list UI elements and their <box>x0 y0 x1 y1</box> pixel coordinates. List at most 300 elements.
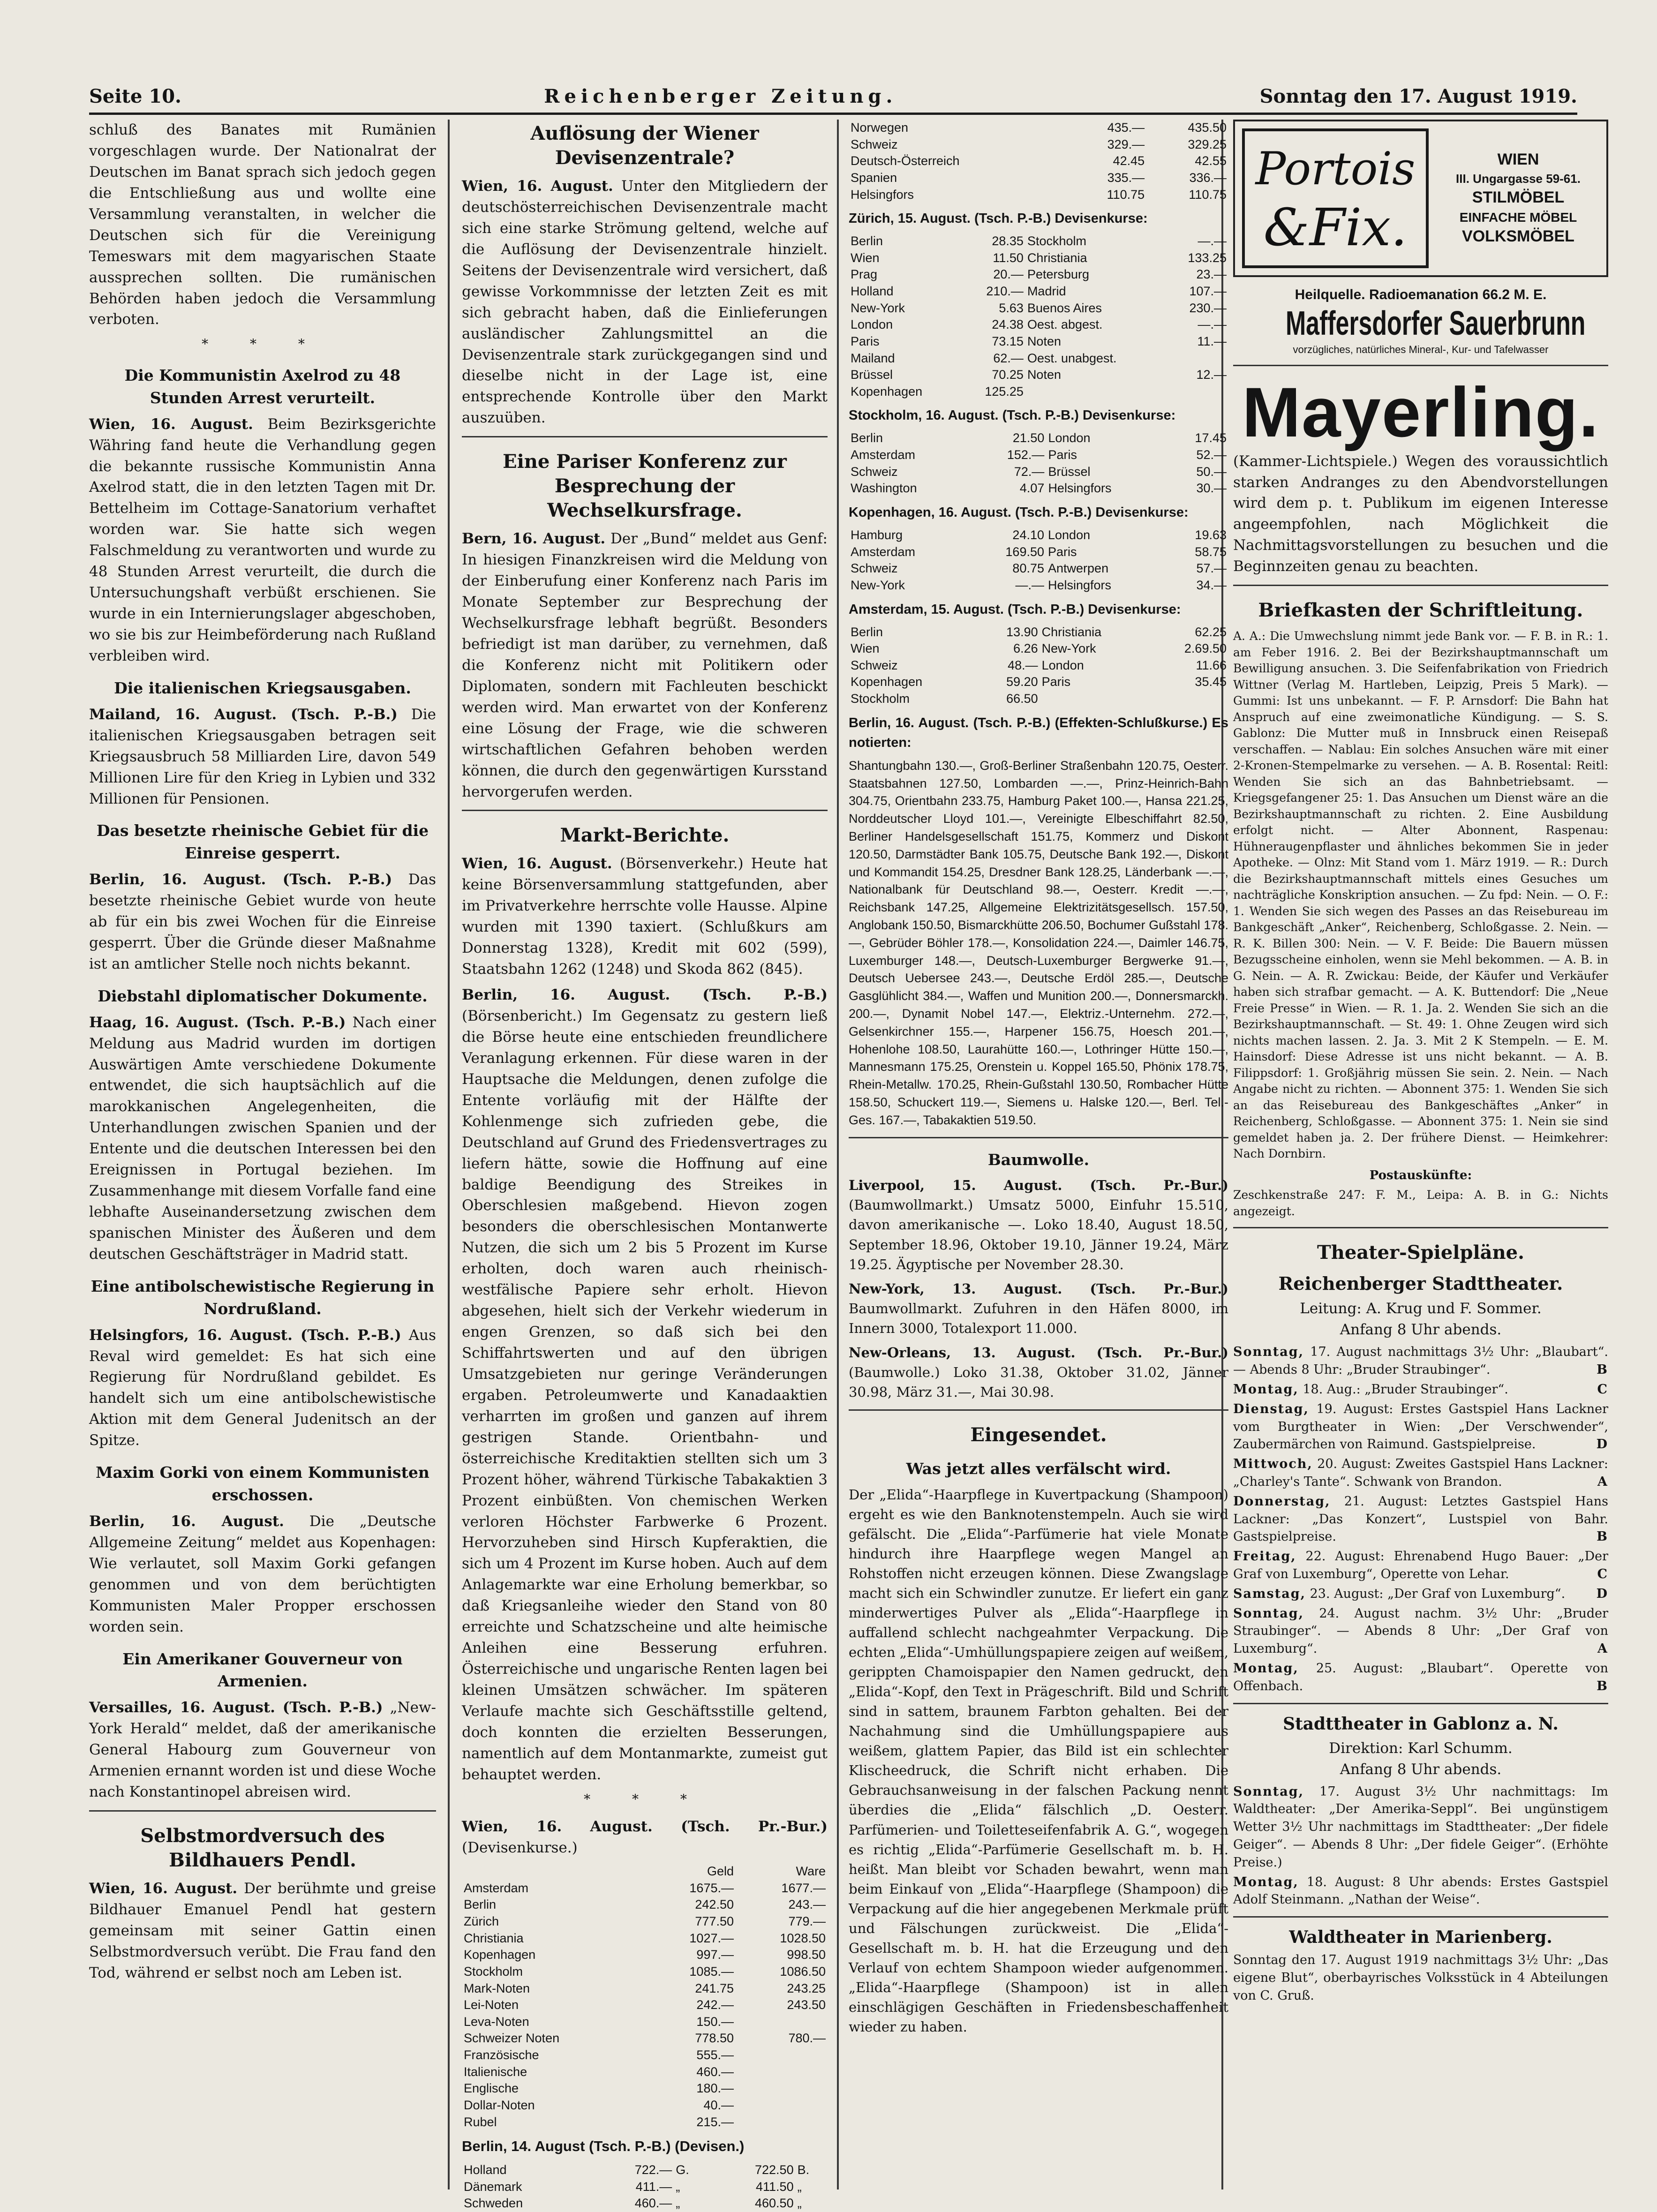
table-cell: Kopenhagen <box>851 675 923 689</box>
table-cell: Stockholm <box>1027 234 1086 248</box>
table-cell: London <box>1041 658 1084 672</box>
table-body <box>849 624 1228 707</box>
table-cell: 58.75 <box>1195 544 1227 559</box>
table-cell: 24.10 <box>1012 528 1044 542</box>
table-cell: London <box>851 317 893 332</box>
stockholm-table <box>849 430 1228 497</box>
schedule-entry <box>1233 1605 1608 1658</box>
ad-city: WIEN <box>1497 150 1539 168</box>
table-cell: New-York <box>851 301 905 315</box>
article-axelrod <box>89 414 436 667</box>
schedule-day: Sonntag, <box>1233 1606 1304 1621</box>
table-cell: Amsterdam <box>851 448 916 462</box>
table-cell: 66.50 <box>1006 692 1038 706</box>
table-body <box>849 233 1228 400</box>
table-cell <box>1149 691 1228 707</box>
table-cell: „ <box>797 2179 802 2194</box>
table-row <box>462 2047 828 2064</box>
ad-line: EINFACHE MÖBEL <box>1459 210 1577 225</box>
headline-italy: Die italienischen Kriegsausgaben. <box>114 678 411 697</box>
table-cell: New-York <box>851 578 905 592</box>
dateline: Haag, 16. August. (Tsch. P.-B.) <box>89 1014 346 1031</box>
masthead <box>89 80 1577 115</box>
table-header-cell <box>462 1863 647 1880</box>
table-cell: G. <box>676 2163 689 2177</box>
schedule-day: Sonntag, <box>1233 1345 1304 1360</box>
table-cell: 28.35 <box>992 234 1024 248</box>
table-cell: 2.69.50 <box>1184 641 1227 656</box>
dateline: Bern, 16. August. <box>462 530 606 548</box>
table-cell: 777.50 <box>695 1914 734 1929</box>
headline-antibolshevik: Eine antibolschewistische Regierung in Nordrußland. <box>90 1277 435 1318</box>
schedule-mark: A <box>1597 1641 1608 1656</box>
table-cell: 13.90 <box>1006 624 1038 639</box>
wien-kurse-intro <box>462 1816 828 1858</box>
table-cell: 411.— <box>635 2179 672 2194</box>
table-cell: Wien <box>851 641 880 656</box>
table-header-cell: Ware <box>796 1864 826 1879</box>
divider <box>1233 1703 1608 1704</box>
schedule-text: 22. August: Ehrenabend Hugo Bauer: „Der Graf von Luxemburg“, Operette von Lehar. <box>1233 1549 1608 1581</box>
gablonz-direktion: Direktion: Karl Schumm. <box>1329 1739 1513 1757</box>
table-cell: Antwerpen <box>1048 561 1109 576</box>
article-banat: schluß des Banates mit Rumänien vorgeschlagen wurde. Der Nationalrat der Deutschen im Banat sprach sich jedoch gegen die Entschließung aus und wollte eine Versammlung veranstalten, in welcher die Deutschen sich für die Vereinigung Temeswars mit dem magyarischen Staate aussprechen sollten. Die rumänischen Behörden haben jedoch die Versammlung verboten. <box>89 121 436 328</box>
table-cell: 230.— <box>1189 301 1227 315</box>
table-row <box>462 2097 828 2114</box>
table-row <box>462 2064 828 2081</box>
table-cell: Brüssel <box>851 368 893 382</box>
table-cell: 150.— <box>696 2014 734 2029</box>
dateline: Berlin, 16. August. (Tsch. P.-B.) <box>89 871 392 888</box>
gablonz-anfang: Anfang 8 Uhr abends. <box>1340 1761 1502 1778</box>
table-cell: 48.— <box>1008 658 1038 672</box>
table-cell: Rubel <box>464 2114 497 2129</box>
table-row <box>849 544 1228 561</box>
table-cell: Berlin <box>851 234 883 248</box>
table-cell: 62.— <box>993 351 1024 365</box>
divider <box>462 436 828 437</box>
schedule-text: 21. August: Letztes Gastspiel Hans Lackner: „Das Konzert“, Lustspiel von Bahr. Gastspielpreise. <box>1233 1494 1608 1544</box>
headline-paris: Eine Pariser Konferenz zur Besprechung der Wechselkursfrage. <box>503 451 787 522</box>
headline-elida: Was jetzt alles verfälscht wird. <box>906 1459 1171 1478</box>
table-cell: Paris <box>1048 448 1077 462</box>
table-cell: 336.— <box>1189 170 1227 185</box>
table-row <box>462 1947 828 1964</box>
table-cell: 73.15 <box>992 334 1024 348</box>
table-cell: 11.50 <box>993 250 1024 265</box>
table-cell <box>1165 350 1228 367</box>
divider <box>849 1137 1228 1138</box>
table-cell: 329.25 <box>1188 137 1227 151</box>
table-cell: Brüssel <box>1048 464 1091 479</box>
table-cell: 59.20 <box>1006 675 1038 689</box>
table-cell: Christiania <box>1041 624 1102 639</box>
issue-date: Sonntag den 17. August 1919. <box>1259 85 1577 107</box>
headline-baumwolle: Baumwolle. <box>987 1150 1090 1169</box>
table-row <box>849 120 1228 136</box>
table-cell: Oest. unabgest. <box>1027 351 1117 365</box>
article-body: „New-York Herald“ meldet, daß der amerikanische General Habourg zum Gouverneur von Armenien ernannt worden ist und diese Woche nach Konstantinopel abreisen wird. <box>89 1699 437 1800</box>
table-cell: 241.75 <box>695 1981 734 1995</box>
table-cell: 335.— <box>1107 170 1145 185</box>
schedule-day: Montag, <box>1233 1382 1299 1397</box>
ad-portois-text <box>1437 149 1600 248</box>
divider <box>1233 365 1608 366</box>
article-devisen <box>462 176 828 429</box>
gablonz-schedule <box>1233 1783 1608 1909</box>
divider <box>1233 585 1608 586</box>
kopenhagen-table <box>849 527 1228 594</box>
article-body: Beim Bezirksgerichte Währing fand heute die Verhandlung gegen die bekannte russische Kommunistin Anna Axelrod statt, die in den letzten Tagen mit Dr. Bettelheim im Cottage-Sanatorium verhaftet worden war. Sie hatte sich wegen Falschmeldung zu verantworten und wurde zu 48 Stunden Arrest verurteilt, die durch die Untersuchungshaft verbüßt erschienen. Sie wurde in ein Internierungslager abgeschoben, wo sie bis zur Heimbeförderung nach Rußland verbleiben wird. <box>89 415 437 664</box>
schedule-day: Samstag, <box>1233 1586 1306 1601</box>
table-cell: Kopenhagen <box>464 1948 536 1962</box>
table-row <box>849 657 1228 674</box>
headline-briefkasten: Briefkasten der Schriftleitung. <box>1258 599 1583 622</box>
schedule-mark: A <box>1597 1474 1608 1489</box>
portois-fix-logo <box>1242 128 1429 269</box>
table-header-row <box>462 1863 828 1880</box>
headline-devisen: Auflösung der Wiener Devisenzentrale? <box>530 122 759 169</box>
table-cell: 998.50 <box>787 1948 826 1962</box>
schedule-text: 17. August nachmittags 3½ Uhr: „Blaubart“. — Abends 8 Uhr: „Bruder Straubinger“. <box>1233 1345 1608 1377</box>
schedule-text: 19. August: Erstes Gastspiel Hans Lackner vom Burgtheater in Wien: „Der Verschwender“, Zaubermärchen von Raimund. Gastspielpreise. <box>1233 1401 1608 1452</box>
dateline: New-York, 13. August. (Tsch. Pr.-Bur.) <box>849 1280 1228 1297</box>
table-cell: 23.— <box>1196 267 1227 282</box>
paper-title: Reichenberger Zeitung. <box>544 85 897 107</box>
table-cell: 19.63 <box>1195 528 1227 542</box>
table-cell: Stockholm <box>464 1964 523 1979</box>
table-row <box>849 316 1228 333</box>
article-body: Nach einer Meldung aus Madrid wurden im dortigen Auswärtigen Amte verschiedene Dokumente entwendet, die sich hauptsächlich auf die marokkanischen Angelegenheiten, die Unterhandlungen zwischen Spanien und der Entente und die deutschen Interessen bei den Ereignissen in Portugal beziehen. Im Zusammenhange mit diesem Vorfalle fand eine lebhafte Auseinandersetzung zwischen dem spanischen Minister des Äußeren und dem deutschen Geschäftsträger in Madrid statt. <box>89 1014 436 1263</box>
reichenberg-anfang: Anfang 8 Uhr abends. <box>1340 1321 1502 1339</box>
headline-eingesendet: Eingesendet. <box>970 1423 1107 1446</box>
table-cell: 6.26 <box>1013 641 1038 656</box>
table-body <box>849 527 1228 594</box>
article-pendl <box>89 1878 436 1984</box>
table-row <box>462 2114 828 2131</box>
table-cell: 42.45 <box>1113 154 1145 168</box>
table-cell: Dänemark <box>464 2179 522 2194</box>
schedule-mark: B <box>1597 1362 1608 1377</box>
table-cell: 11.— <box>1197 334 1227 348</box>
table-cell: 1677.— <box>781 1881 826 1895</box>
table-cell: 242.— <box>696 1998 734 2012</box>
table-row <box>462 1880 828 1897</box>
reichenberg-leitung: Leitung: A. Krug und F. Sommer. <box>1300 1300 1542 1317</box>
amsterdam-heading: Amsterdam, 15. August. (Tsch. P.-B.) Devisenkurse: <box>849 602 1181 617</box>
table-cell: 133.25 <box>1188 250 1227 265</box>
table-cell <box>1165 384 1228 400</box>
table-row <box>849 527 1228 544</box>
table-cell: 50.— <box>1196 464 1227 479</box>
table-cell: Wien <box>851 250 880 265</box>
wien-devisen-table <box>462 1863 828 2130</box>
berlin14-table <box>462 2162 828 2212</box>
article-gorki <box>89 1511 436 1638</box>
reichenberg-theater-title: Reichenberger Stadttheater. <box>1278 1273 1563 1294</box>
table-row <box>849 384 1228 400</box>
table-cell: New-York <box>1041 641 1096 656</box>
table-cell: —.— <box>1015 578 1044 592</box>
table-cell: Petersburg <box>1027 267 1090 282</box>
table-cell: Deutsch-Österreich <box>851 154 960 168</box>
table-cell: Berlin <box>851 624 883 639</box>
article-body: Baumwollmarkt. Zufuhren in den Häfen 8000, im Innern 3000, Totalexport 11.000. <box>849 1300 1228 1336</box>
table-cell: London <box>1048 431 1091 445</box>
table-cell: Schweden <box>464 2196 523 2211</box>
table-cell: Helsingfors <box>851 187 914 202</box>
table-cell: 1085.— <box>689 1964 734 1979</box>
table-cell <box>736 2080 828 2097</box>
table-cell: Amsterdam <box>851 544 916 559</box>
article-body: Die italienischen Kriegsausgaben betragen seit Kriegsausbruch 58 Milliarden Lire, davon 549 Millionen Lire für den Krieg in Lybien und 332 Millionen für Pensionen. <box>89 706 436 807</box>
dateline: New-Orleans, 13. August. (Tsch. Pr.-Bur.) <box>849 1344 1228 1361</box>
table-cell: Leva-Noten <box>464 2014 529 2029</box>
table-cell: Noten <box>1027 368 1061 382</box>
zurich-heading: Zürich, 15. August. (Tsch. P.-B.) Devisenkurse: <box>849 211 1148 226</box>
table-cell: 40.— <box>703 2098 734 2112</box>
berlin14-heading: Berlin, 14. August (Tsch. P.-B.) (Devisen.) <box>462 2138 745 2155</box>
dateline: Helsingfors, 16. August. (Tsch. P.-B.) <box>89 1326 401 1344</box>
table-cell: Prag <box>851 267 878 282</box>
table-row <box>849 480 1228 497</box>
schedule-entry <box>1233 1548 1608 1583</box>
table-row <box>849 447 1228 464</box>
table-cell: 243.— <box>788 1897 826 1912</box>
top-rates-table <box>849 120 1228 203</box>
schedule-text: 20. August: Zweites Gastspiel Hans Lackner: „Charley's Tante“. Schwank von Brandon. <box>1233 1457 1608 1489</box>
schedule-day: Dienstag, <box>1233 1401 1309 1416</box>
stockholm-heading: Stockholm, 16. August. (Tsch. P.-B.) Devisenkurse: <box>849 408 1176 423</box>
table-cell: 435.50 <box>1188 120 1227 135</box>
dateline: Wien, 16. August. <box>89 415 253 433</box>
article-neworleans <box>849 1343 1228 1402</box>
table-cell <box>1025 384 1165 400</box>
schedule-entry <box>1233 1783 1608 1872</box>
table-cell: Englische <box>464 2081 519 2096</box>
dateline: Wien, 16. August. <box>462 855 612 873</box>
table-cell: Noten <box>1027 334 1061 348</box>
article-elida: Der „Elida“-Haarpflege in Kuvertpackung (Shampoon) ergeht es wie den Banknotenstempeln. Auch sie wird gefälscht. Die „Elida“-Parfümerie hat viele Monate hindurch ihre Haarpflege wegen Mangel an Rohstoffen nicht erzeugen können. Diese Zwangslage macht sich ein Schwindler zunutze. Er liefert ein ganz minderwertiges Pulver als „Elida“-Haarpflege in auffallend schlecht nachgeahmter Verpackung. Die echten „Elida“-Umhüllungspapiere zeigen auf weißem, gerippten Chamoispapier den Namen gedruckt, den „Elida“-Kopf, den Text in Prägeschrift. Bild und Schrift sind in sattem, braunem Farbton gehalten. Bei der Nachahmung sind die Umhüllungspapiere aus weißem, glattem Papier, das Bild ist ein schlechter Klischeedruck, die Schrift nicht erhaben. Die Gebrauchsanweisung in der falschen Packung nennt überdies die „Elida“ fälschlich „D. Oesterr. Parfümerien- und Toiletteseifenfabrik A. G.“, wogegen es richtig „Elida“-Parfümerie Gesellschaft m. b. H. heißt. Man bleibt vor Schaden bewahrt, wenn man beim Einkauf von „Elida“-Haarpflege (Shampoon) die Verpackung auf die hier angegebenen Merkmale prüft und Fälschungen zurückweist. Die „Elida“-Gesellschaft m. b. H. hat die Erzeugung und den Verlauf von echtem Shampoon wieder aufgenommen. „Elida“-Haarpflege (Shampoon) ist in allen einschlägigen Geschäften in Friedensbeschaffenheit wieder zu haben. <box>849 1486 1228 2035</box>
schedule-mark: D <box>1596 1437 1608 1452</box>
table-cell: Berlin <box>851 431 883 445</box>
table-cell: 779.— <box>788 1914 826 1929</box>
table-cell: 152.— <box>1007 448 1045 462</box>
table-cell: 411.50 <box>756 2179 794 2194</box>
divider <box>89 1810 436 1812</box>
table-cell: 11.66 <box>1196 658 1227 672</box>
table-row <box>849 300 1228 317</box>
table-cell: 1028.50 <box>780 1931 826 1945</box>
schedule-text: 18. Aug.: „Bruder Straubinger“. <box>1303 1382 1508 1397</box>
table-row <box>462 1896 828 1913</box>
table-cell: Schweiz <box>851 137 898 151</box>
table-row <box>849 233 1228 250</box>
table-row <box>462 2030 828 2047</box>
table-cell: 215.— <box>696 2114 734 2129</box>
ad-line: VOLKSMÖBEL <box>1462 227 1574 246</box>
divider <box>1233 1227 1608 1228</box>
divider <box>462 810 828 811</box>
postauskunfte-heading: Postauskünfte: <box>1369 1168 1472 1182</box>
table-cell: Schweizer Noten <box>464 2031 560 2046</box>
ad-heilquelle-name: Maffersdorfer Sauerbrunn <box>1286 304 1586 342</box>
table-row <box>849 187 1228 203</box>
table-cell: „ <box>676 2179 680 2194</box>
table-cell: 460.50 <box>755 2196 794 2211</box>
table-body <box>462 2162 828 2212</box>
divider <box>1233 1916 1608 1918</box>
table-cell: 42.55 <box>1195 154 1227 168</box>
table-cell: Zürich <box>464 1914 499 1929</box>
table-cell <box>736 2064 828 2081</box>
table-cell: 72.— <box>1014 464 1045 479</box>
table-cell: Stockholm <box>851 692 910 706</box>
table-row <box>849 560 1228 577</box>
waldtheater-title: Waldtheater in Marienberg. <box>1289 1927 1552 1948</box>
schedule-day: Donnerstag, <box>1233 1494 1331 1509</box>
schedule-day: Mittwoch, <box>1233 1457 1313 1472</box>
gablonz-theater-title: Stadttheater in Gablonz a. N. <box>1283 1714 1559 1734</box>
table-cell: Paris <box>851 334 880 348</box>
table-cell: Spanien <box>851 170 897 185</box>
table-body <box>849 120 1228 203</box>
article-body: Die „Deutsche Allgemeine Zeitung“ meldet aus Kopenhagen: Wie verlautet, soll Maxim Gorki gefangen genommen und von dem berüchtigten Kommunisten Maler Propper erschossen worden sein. <box>89 1512 436 1635</box>
table-cell: Kopenhagen <box>851 384 923 399</box>
table-cell <box>736 2047 828 2064</box>
schedule-text: 18. August: 8 Uhr abends: Erstes Gastspiel Adolf Steinmann. „Nathan der Weise“. <box>1233 1874 1608 1907</box>
table-cell: 57.— <box>1196 561 1227 576</box>
table-cell: 21.50 <box>1012 431 1045 445</box>
schedule-mark: B <box>1597 1678 1608 1693</box>
table-cell <box>736 2014 828 2031</box>
table-cell: 110.75 <box>1189 187 1227 202</box>
table-cell: 169.50 <box>1005 544 1044 559</box>
table-cell <box>1040 691 1149 707</box>
table-cell: Berlin <box>464 1897 497 1912</box>
schedule-text: 23. August: „Der Graf von Luxemburg“. <box>1310 1586 1566 1601</box>
ad-portois-fix <box>1233 120 1608 277</box>
table-row <box>462 1913 828 1930</box>
table-cell: 52.— <box>1196 448 1227 462</box>
table-cell: Oest. abgest. <box>1027 317 1103 332</box>
table-cell: Italienische <box>464 2064 527 2079</box>
article-body: Der „Bund“ meldet aus Genf: In hiesigen Finanzkreisen wird die Meldung von der Einberufung einer Konferenz nach Paris im Monate September zur Besprechung der Wechselkursfrage lebhaft begrüßt. Besonders befriedigt ist man darüber, zu vernehmen, daß die Konferenz nicht mit Politikern oder Diplomaten, sondern mit Fachleuten beschickt werden wird. Man erwartet von der Konferenz eine Lösung der Frage, wie die schweren wirtschaftlichen Gefahren behoben werden können, die durch den gegenwärtigen Kursstand hervorgerufen werden. <box>462 530 828 800</box>
headline-theater: Theater-Spielpläne. <box>1317 1241 1525 1264</box>
mayerling-text: (Kammer-Lichtspiele.) Wegen des voraussichtlich starken Andranges zu den Abendvorstellungen wird dem p. t. Publikum im eigenen Interesse angeempfohlen, nach Möglichkeit die Nachmittagsvorstellungen zu besuchen und die Beginnzeiten genau zu beachten. <box>1233 452 1608 575</box>
schedule-entry <box>1233 1400 1608 1453</box>
table-cell: 1675.— <box>689 1881 734 1895</box>
article-paris <box>462 528 828 802</box>
schedule-entry <box>1233 1660 1608 1695</box>
separator-stars: * * * <box>584 1791 706 1807</box>
schedule-entry <box>1233 1381 1608 1399</box>
table-cell: Französische <box>464 2048 539 2062</box>
table-cell: 997.— <box>696 1948 734 1962</box>
article-body: (Baumwolle.) Loko 31.38, Oktober 31.02, Jänner 30.98, März 31.—, Mai 30.98. <box>849 1364 1228 1400</box>
kurse-label: (Devisenkurse.) <box>462 1839 578 1857</box>
table-cell: 460.— <box>696 2064 734 2079</box>
article-rhein <box>89 869 436 975</box>
column-rule <box>448 120 450 2189</box>
table-cell: Hamburg <box>851 528 903 542</box>
table-cell: 555.— <box>696 2048 734 2062</box>
dateline: Mailand, 16. August. (Tsch. P.-B.) <box>89 706 398 723</box>
table-row <box>462 2014 828 2031</box>
headline-pendl: Selbstmordversuch des Bildhauers Pendl. <box>140 1824 385 1871</box>
table-cell: 34.— <box>1196 578 1227 592</box>
table-row <box>462 1964 828 1980</box>
article-italy <box>89 704 436 810</box>
table-cell: Christiania <box>464 1931 524 1945</box>
table-cell: Buenos Aires <box>1027 301 1102 315</box>
table-row <box>462 2080 828 2097</box>
table-cell: Helsingfors <box>1048 481 1112 496</box>
mayerling-title: Mayerling. <box>1242 372 1599 451</box>
table-cell: 4.07 <box>1019 481 1045 496</box>
table-cell: Schweiz <box>851 658 898 672</box>
table-cell: Paris <box>1041 675 1071 689</box>
table-row <box>849 674 1228 691</box>
amsterdam-table <box>849 624 1228 707</box>
table-cell: London <box>1048 528 1091 542</box>
table-cell: 1086.50 <box>780 1964 826 1979</box>
table-cell: Holland <box>851 284 894 299</box>
table-cell: B. <box>797 2163 810 2177</box>
article-markt-wien <box>462 853 828 980</box>
table-cell: Dollar-Noten <box>464 2098 535 2112</box>
table-row <box>849 266 1228 283</box>
table-row <box>849 577 1228 594</box>
table-cell: Lei-Noten <box>464 1998 519 2012</box>
ad-address: III. Ungargasse 59-61. <box>1456 171 1581 186</box>
article-body: Der berühmte und greise Bildhauer Emanuel Pendl hat gestern gemeinsam mit seiner Gattin einen Selbstmordversuch verübt. Die Frau fand den Tod, während er selbst noch am Leben ist. <box>89 1880 436 1981</box>
postauskunfte-text: Zeschkenstraße 247: F. M., Leipa: A. B. in G.: Nichts angezeigt. <box>1233 1188 1608 1218</box>
table-row <box>849 624 1228 641</box>
table-cell: Mark-Noten <box>464 1981 530 1995</box>
schedule-entry <box>1233 1343 1608 1379</box>
table-cell: 80.75 <box>1012 561 1044 576</box>
article-body: (Börsenbericht.) Im Gegensatz zu gestern ließ die Börse heute eine entschieden freundlichere Veranlagung erkennen. Für diese waren in der Hauptsache die Meldungen, denen zufolge die Entente vorläufig mit der Hälfte der Kohlenmenge sich zufrieden gebe, die Deutschland auf Grund des Friedensvertrages zu liefern hätte, sowie die Hoffnung auf eine baldige Beendigung des Streikes in Oberschlesien maßgebend. Hievon zogen besonders die oberschlesischen Montanwerte Nutzen, die sich um 2 bis 5 Prozent im Kurse erholten, doch waren auch rheinisch-westfälische Papiere sehr erholt. Hievon abgesehen, hielt sich der Verkehr wiederum in engen Grenzen, so daß sich bei den Schiffahrtswerten und auf den übrigen Umsatzgebieten nur geringe Veränderungen ergaben. Petroleumwerte und Kanadaaktien verharrten im großen und ganzen auf ihrem gestrigen Stande. Orientbahn- und österreichische Kreditaktien stellten sich um 3 Prozent höher, während Türkische Tabakaktien 3 Prozent einbüßten. Von chemischen Werken verloren Höchster Farbwerke 6 Prozent. Hervorzuheben sind Hirsch Kupferaktien, die sich um 4 Prozent im Kurse hoben. Auch auf dem Anlagemarkte war eine Erholung bemerkbar, so daß Kriegsanleihe wieder den Stand von 80 erreichte und Schatzscheine und alte heimische Anleihen eine Besserung erfuhren. Österreichische und ungarische Renten lagen bei kleinen Umsätzen schwächer. Im späteren Verlaufe machte sich Geschäftsstille geltend, doch konnten die erzielten Besserungen, namentlich auf dem Montanmarkte, zumeist gut behauptet werden. <box>462 1008 828 1783</box>
schedule-text: 24. August nachm. 3½ Uhr: „Bruder Straubinger“. — Abends 8 Uhr: „Der Graf von Luxemburg“. <box>1233 1606 1608 1656</box>
schedule-text: 25. August: „Blaubart“. Operette von Offenbach. <box>1233 1661 1608 1693</box>
table-body <box>849 430 1228 497</box>
separator-stars: * * * <box>202 336 324 352</box>
table-cell: 125.25 <box>985 384 1024 399</box>
table-cell: Christiania <box>1027 250 1087 265</box>
table-cell: 35.45 <box>1195 675 1227 689</box>
table-cell: 780.— <box>788 2031 826 2046</box>
table-row <box>849 153 1228 170</box>
table-cell: —.— <box>1198 317 1227 332</box>
table-row <box>849 283 1228 300</box>
schedule-day: Freitag, <box>1233 1549 1296 1564</box>
schedule-day: Montag, <box>1233 1661 1299 1676</box>
table-row <box>849 350 1228 367</box>
schedule-entry <box>1233 1493 1608 1546</box>
table-row <box>849 170 1228 187</box>
table-cell: 17.45 <box>1195 431 1227 445</box>
article-diplomatic <box>89 1012 436 1265</box>
svg-text:&Fix.: &Fix. <box>1263 197 1408 257</box>
schedule-day: Montag, <box>1233 1874 1299 1889</box>
table-cell: Washington <box>851 481 917 496</box>
svg-text:Portois: Portois <box>1255 143 1416 195</box>
table-cell: Madrid <box>1027 284 1066 299</box>
schedule-entry <box>1233 1585 1608 1603</box>
table-cell: 722.50 <box>755 2163 794 2177</box>
article-body: (Baumwollmarkt.) Umsatz 5000, Einfuhr 15.510, davon amerikanische —. Loko 18.40, August 18.50, September 18.96, Oktober 19.10, Jänner 19.24, März 19.25. Ägyptische per November 28.30. <box>849 1197 1228 1272</box>
